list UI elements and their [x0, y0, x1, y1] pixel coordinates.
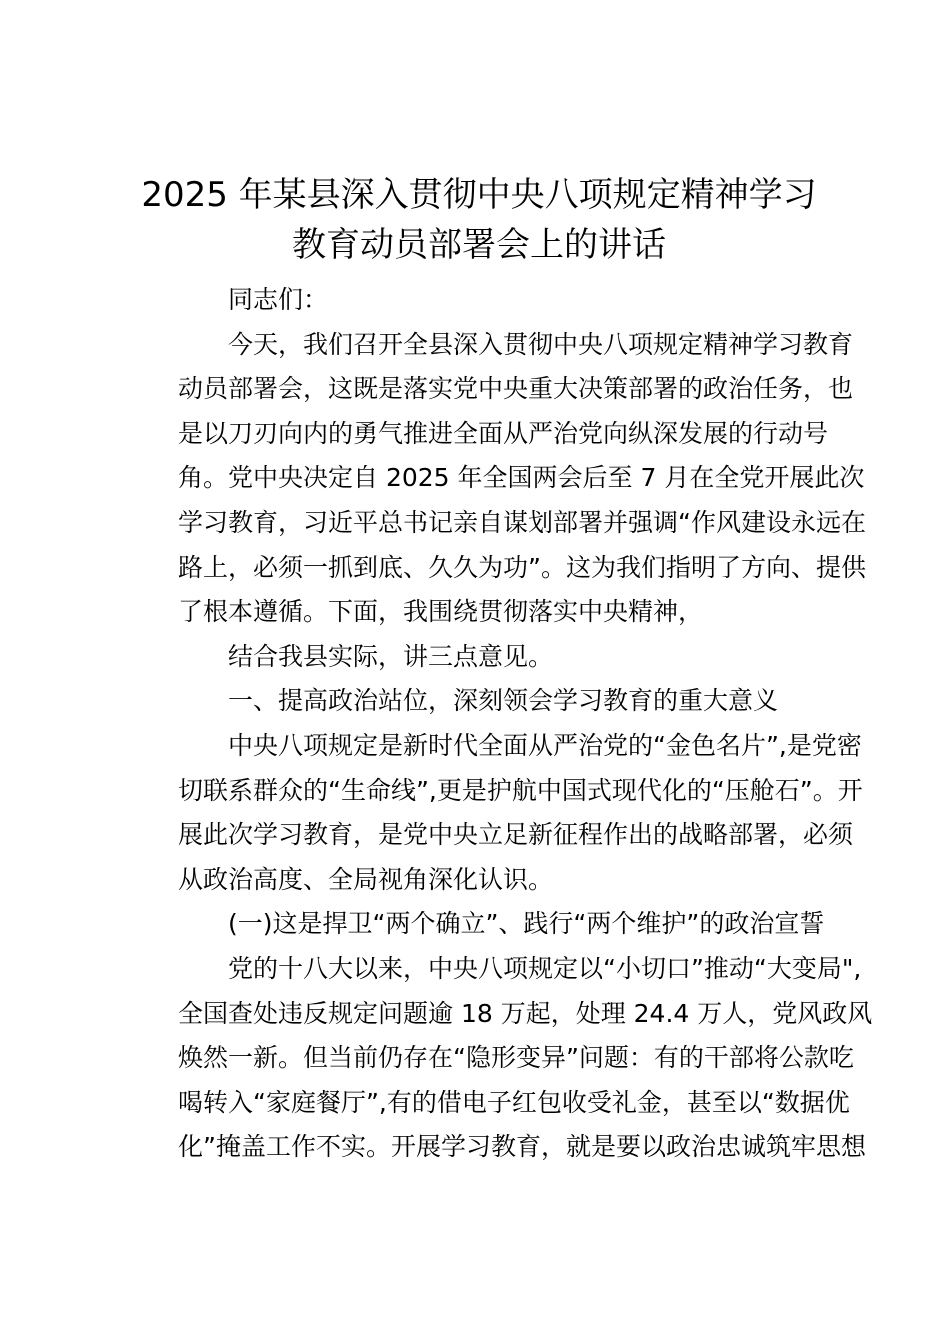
body-line: 同志们：: [228, 285, 329, 314]
body-line: 党的十八大以来，中央八项规定以“小切口”推动“大变局",: [228, 953, 862, 983]
body-line: 化”掩盖工作不实。开展学习教育，就是要以政治忠诚筑牢思想: [178, 1132, 866, 1162]
body-line: 路上，必须一抓到底、久久为功”。这为我们指明了方向、提供: [178, 552, 866, 582]
body-line: 动员部署会，这既是落实党中央重大决策部署的政治任务，也: [178, 374, 854, 404]
body-line: 中央八项规定是新时代全面从严治党的“金色名片”,是党密: [228, 730, 862, 760]
section-heading: 一、提高政治站位，深刻领会学习教育的重大意义: [228, 686, 779, 716]
document-body: [128, 278, 873, 1170]
body-line: 切联系群众的“生命线”,更是护航中国式现代化的“压舱石”。开: [178, 775, 863, 805]
body-line: 全国查处违反规定问题逾 18 万起，处理 24.4 万人，党风政风: [178, 998, 873, 1028]
body-line: 结合我县实际，讲三点意见。: [228, 641, 554, 671]
subsection-heading: (一)这是捍卫“两个确立”、践行“两个维护”的政治宣誓: [228, 909, 825, 939]
body-line: 今天，我们召开全县深入贯彻中央八项规定精神学习教育: [228, 329, 854, 359]
body-lines: [128, 278, 873, 1170]
body-line: 角。党中央决定自 2025 年全国两会后至 7 月在全党开展此次: [178, 463, 865, 493]
body-line: 喝转入“家庭餐厅”,有的借电子红包收受礼金，甚至以“数据优: [178, 1087, 850, 1117]
body-line: 展此次学习教育，是党中央立足新征程作出的战略部署，必须: [178, 820, 854, 850]
body-line: 学习教育，习近平总书记亲自谋划部署并强调“作风建设永远在: [178, 507, 866, 537]
document-title: [128, 170, 830, 270]
body-line: 从政治高度、全局视角深化认识。: [178, 864, 554, 894]
body-line: 了根本遵循。下面，我围绕贯彻落实中央精神，: [178, 597, 704, 627]
title-line-1: 2025 年某县深入贯彻中央八项规定精神学习: [141, 175, 817, 215]
body-line: 是以刀刃向内的勇气推进全面从严治党向纵深发展的行动号: [178, 418, 829, 448]
title-line-2: 教育动员部署会上的讲话: [292, 225, 666, 265]
body-line: 焕然一新。但当前仍存在“隐形变异”问题：有的干部将公款吃: [178, 1043, 854, 1073]
